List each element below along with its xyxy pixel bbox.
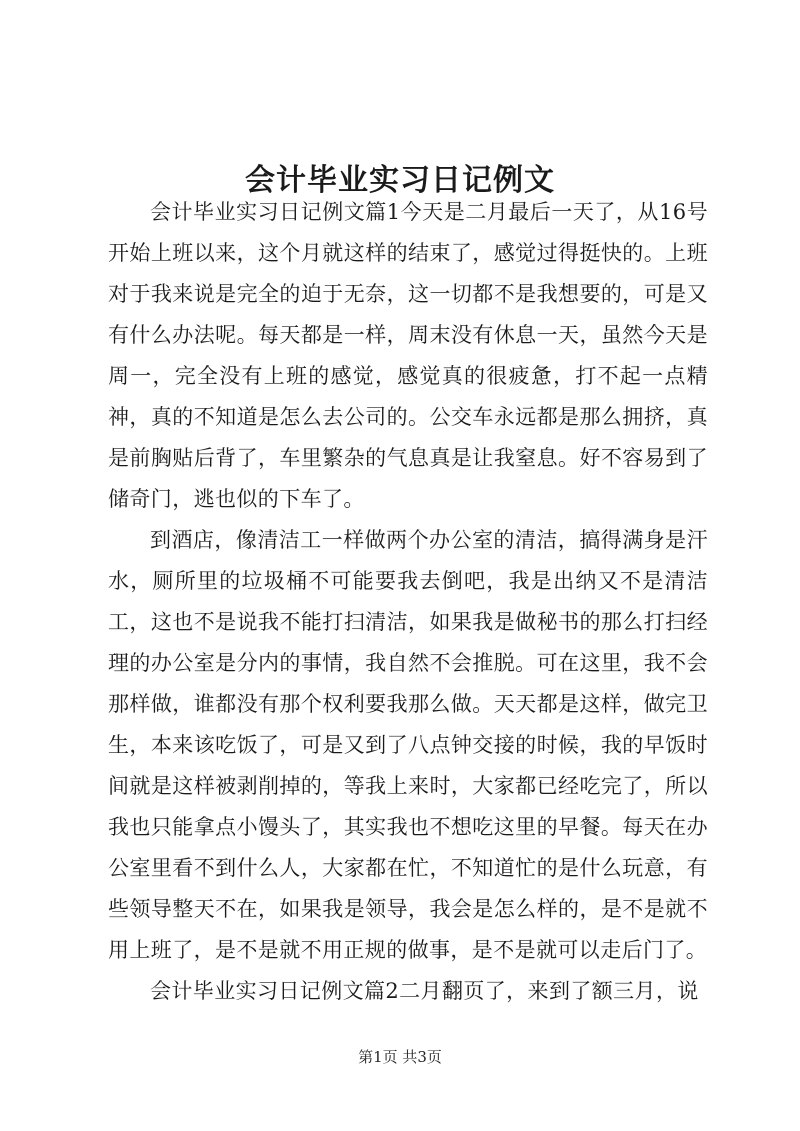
page-title: 会计毕业实习日记例文 [245, 163, 555, 199]
paragraph-1: 会计毕业实习日记例文篇1今天是二月最后一天了，从16号开始上班以来，这个月就这样的结束了，感觉过得挺快的。上班对于我来说是完全的迫于无奈，这一切都不是我想要的，可是又有什么办法呢。每天都是一样，周末没有休息一天，虽然今天是周一，完全没有上班的感觉，感觉真的很疲惫，打不起一点精神，真的不知道是怎么去公司的。公交车永远都是那么拥挤，真是前胸贴后背了，车里繁杂的气息真是让我窒息。好不容易到了储奇门，逃也似的下车了。 [108, 200, 708, 511]
paragraph-3: 会计毕业实习日记例文篇2二月翻页了，来到了额三月，说 [150, 979, 699, 1003]
document-body [108, 192, 708, 1012]
page-footer: 第1页 共3页 [358, 1048, 442, 1066]
paragraph-2: 到酒店，像清洁工一样做两个办公室的清洁，搞得满身是汗水，厕所里的垃圾桶不可能要我去倒吧，我是出纳又不是清洁工，这也不是说我不能打扫清洁，如果我是做秘书的那么打扫经理的办公室是分内的事情，我自然不会推脱。可在这里，我不会那样做，谁都没有那个权利要我那么做。天天都是这样，做完卫生，本来该吃饭了，可是又到了八点钟交接的时候，我的早饭时间就是这样被剥削掉的，等我上来时，大家都已经吃完了，所以我也只能拿点小馒头了，其实我也不想吃这里的早餐。每天在办公室里看不到什么人，大家都在忙，不知道忙的是什么玩意，有些领导整天不在，如果我是领导，我会是怎么样的，是不是就不用上班了，是不是就不用正规的做事，是不是就可以走后门了。 [108, 528, 708, 962]
